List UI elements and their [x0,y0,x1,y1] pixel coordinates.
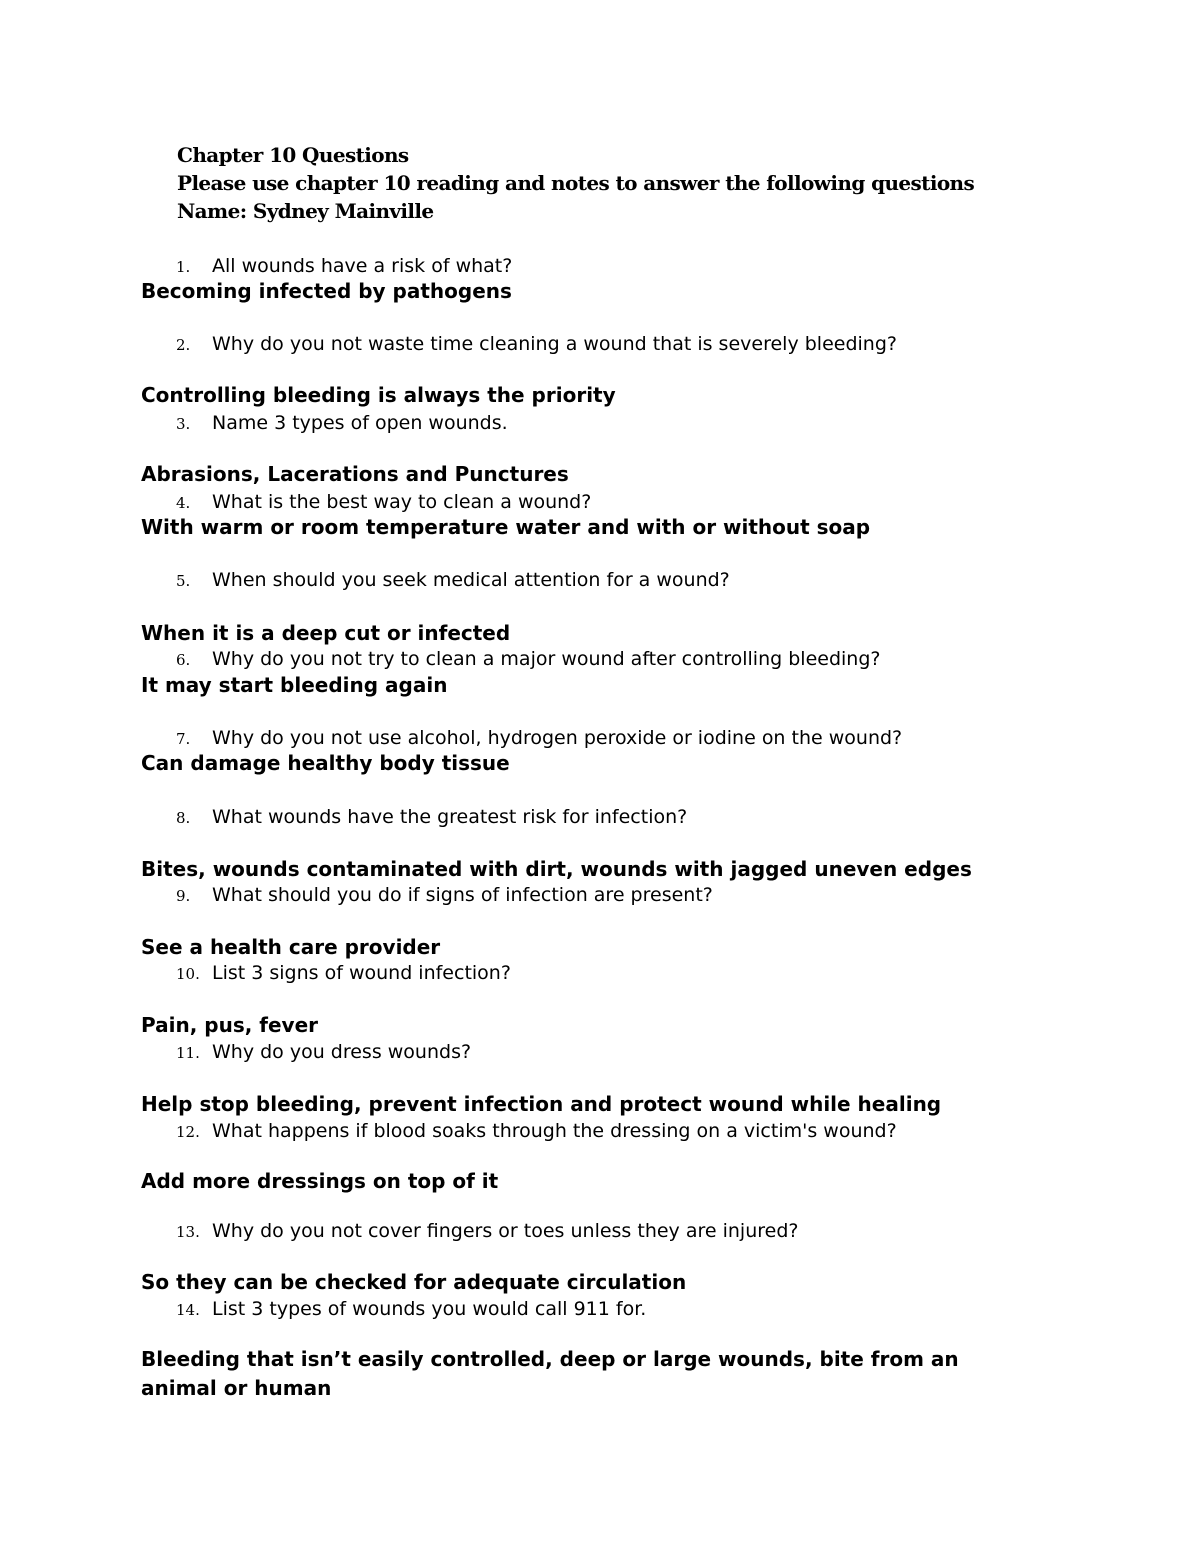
question-text: Why do you not use alcohol, hydrogen peroxide or iodine on the wound? [212,727,903,749]
answer-text: Add more dressings on top of it [141,1169,499,1193]
question-text: What should you do if signs of infection are present? [212,884,713,906]
question-text: List 3 signs of wound infection? [212,962,511,984]
question-number: 11. [176,1044,200,1062]
student-name: Name: Sydney Mainville [177,199,434,223]
question-number: 1. [176,258,191,276]
answer-text: Can damage healthy body tissue [141,751,510,775]
question-text: Name 3 types of open wounds. [212,412,508,434]
answer-text: Bleeding that isn’t easily controlled, deep or large wounds, bite from an animal or human [141,1347,959,1400]
answer-text: When it is a deep cut or infected [141,621,511,645]
answer-text: Pain, pus, fever [141,1013,319,1037]
document-instructions: Please use chapter 10 reading and notes to answer the following questions [177,171,975,195]
question-text: What wounds have the greatest risk for infection? [212,806,688,828]
question-text: What happens if blood soaks through the dressing on a victim's wound? [212,1120,897,1142]
question-text: What is the best way to clean a wound? [212,491,592,513]
question-text: Why do you not cover fingers or toes unless they are injured? [212,1220,799,1242]
question-number: 14. [176,1301,200,1319]
question-number: 13. [176,1223,200,1241]
answer-text: See a health care provider [141,935,441,959]
question-text: When should you seek medical attention for a wound? [212,569,730,591]
question-number: 5. [176,572,191,590]
answer-text: It may start bleeding again [141,673,448,697]
question-number: 9. [176,887,191,905]
answer-text: So they can be checked for adequate circulation [141,1270,687,1294]
question-number: 2. [176,336,191,354]
answer-text: Bites, wounds contaminated with dirt, wounds with jagged uneven edges [141,857,972,881]
question-text: Why do you not waste time cleaning a wound that is severely bleeding? [212,333,897,355]
question-number: 7. [176,730,191,748]
question-number: 8. [176,809,191,827]
question-text: All wounds have a risk of what? [212,255,513,277]
question-text: List 3 types of wounds you would call 911 for. [212,1298,647,1320]
question-text: Why do you not try to clean a major wound after controlling bleeding? [212,648,881,670]
question-text: Why do you dress wounds? [212,1041,472,1063]
question-number: 10. [176,965,200,983]
question-number: 4. [176,494,191,512]
document-title: Chapter 10 Questions [177,143,409,167]
question-number: 3. [176,415,191,433]
question-number: 12. [176,1123,200,1141]
answer-text: Abrasions, Lacerations and Punctures [141,462,569,486]
answer-text: Controlling bleeding is always the priority [141,383,616,407]
question-number: 6. [176,651,191,669]
answer-text: With warm or room temperature water and with or without soap [141,515,871,539]
answer-text: Becoming infected by pathogens [141,279,512,303]
answer-text: Help stop bleeding, prevent infection and protect wound while healing [141,1092,942,1116]
